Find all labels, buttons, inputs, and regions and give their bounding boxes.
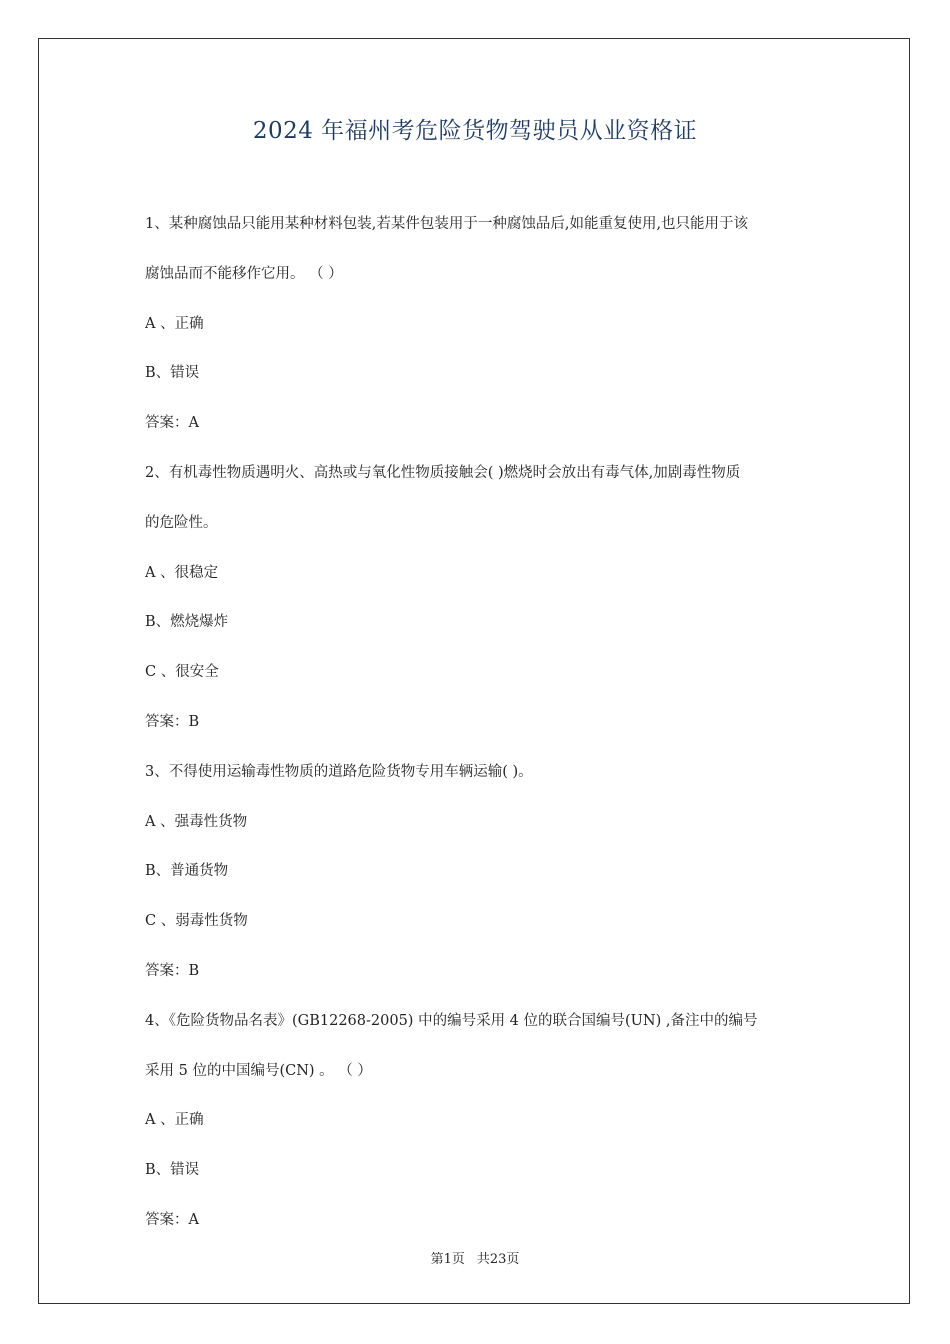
question-3-option-a: A 、强毒性货物 bbox=[145, 813, 248, 830]
question-2-option-c: C 、很安全 bbox=[145, 664, 219, 681]
question-4-option-a: A 、正确 bbox=[145, 1112, 204, 1129]
question-1-answer: 答案：A bbox=[145, 415, 199, 432]
page-number-current: 第1页 bbox=[430, 1252, 465, 1267]
page-number-total: 共23页 bbox=[476, 1252, 520, 1267]
question-3-answer: 答案：B bbox=[145, 962, 200, 979]
question-2-answer: 答案：B bbox=[145, 713, 200, 730]
question-2-text-line-1: 2、有机毒性物质遇明火、高热或与氧化性物质接触会( )燃烧时会放出有毒气体,加剧毒性物质 bbox=[145, 464, 741, 481]
question-1-text-line-1: 1、某种腐蚀品只能用某种材料包装,若某件包装用于一种腐蚀品后,如能重复使用,也只能用于该 bbox=[145, 216, 749, 232]
question-4-text-line-2: 采用 5 位的中国编号(CN) 。 （ ） bbox=[145, 1062, 372, 1079]
question-1-option-b: B、错误 bbox=[145, 365, 200, 382]
question-3-text: 3、不得使用运输毒性物质的道路危险货物专用车辆运输( )。 bbox=[145, 763, 533, 780]
document-title: 2024 年福州考危险货物驾驶员从业资格证 bbox=[252, 118, 698, 144]
question-1-text-line-2: 腐蚀品而不能移作它用。 （ ） bbox=[145, 265, 343, 282]
question-2-text-line-2: 的危险性。 bbox=[145, 514, 218, 531]
document-body bbox=[145, 200, 810, 1246]
question-3-option-c: C 、弱毒性货物 bbox=[145, 913, 248, 930]
question-2-option-b: B、燃烧爆炸 bbox=[145, 614, 229, 631]
question-1-option-a: A 、正确 bbox=[145, 315, 204, 332]
question-4-option-b: B、错误 bbox=[145, 1162, 200, 1179]
question-4-text-line-1: 4、《危险货物品名表》(GB12268-2005) 中的编号采用 4 位的联合国编号(UN) ,备注中的编号 bbox=[145, 1012, 758, 1029]
question-4-answer: 答案：A bbox=[145, 1211, 199, 1228]
question-2-option-a: A 、很稳定 bbox=[145, 564, 219, 581]
page-footer bbox=[0, 1248, 950, 1267]
question-3-option-b: B、普通货物 bbox=[145, 863, 229, 880]
